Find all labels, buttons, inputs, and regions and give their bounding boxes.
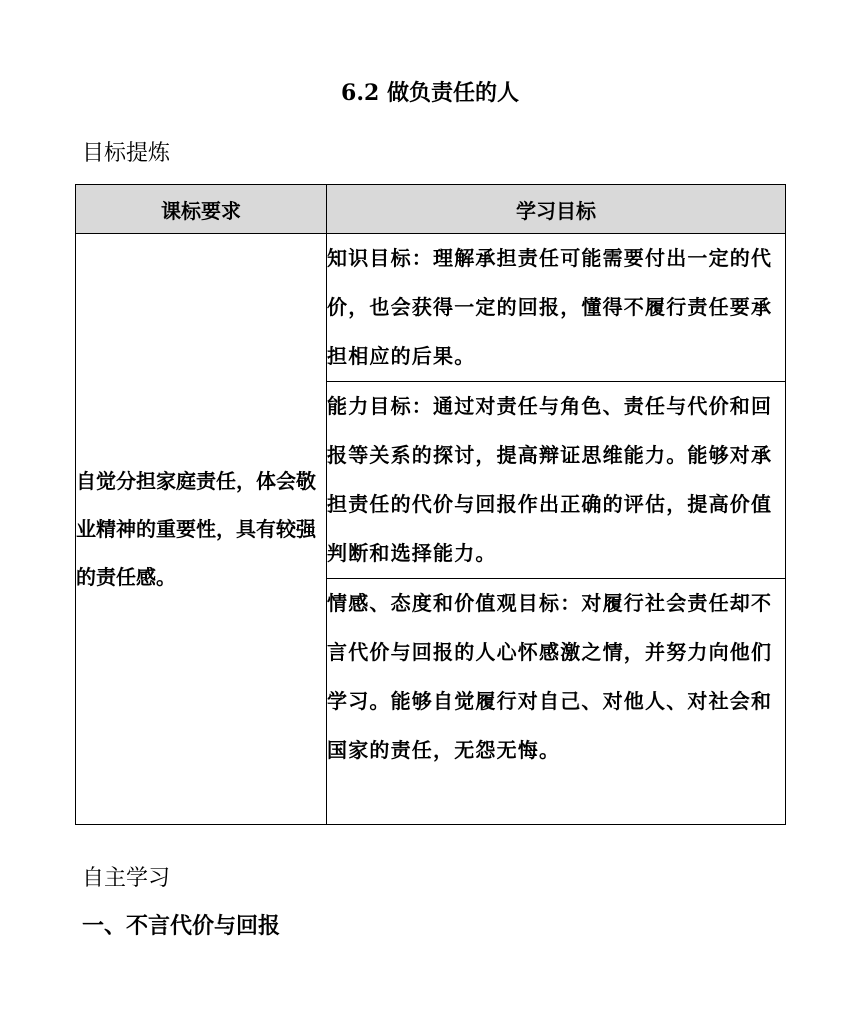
header-learning-goals: 学习目标 bbox=[327, 185, 786, 234]
table-row bbox=[76, 234, 786, 382]
curriculum-requirement-cell: 自觉分担家庭责任，体会敬业精神的重要性，具有较强的责任感。 bbox=[76, 234, 327, 825]
page-title: 6.2 做负责任的人 bbox=[341, 80, 519, 106]
goals-heading: 目标提炼 bbox=[82, 141, 171, 166]
self-study-heading: 自主学习 bbox=[82, 866, 171, 891]
attitude-goal-cell: 情感、态度和价值观目标：对履行社会责任却不言代价与回报的人心怀感激之情，并努力向他们学习。能够自觉履行对自己、对他人、对社会和国家的责任，无怨无悔。 bbox=[327, 579, 786, 825]
knowledge-goal-cell: 知识目标：理解承担责任可能需要付出一定的代价，也会获得一定的回报，懂得不履行责任要承担相应的后果。 bbox=[327, 234, 786, 382]
goals-table bbox=[75, 184, 786, 825]
subsection-heading: 一、不言代价与回报 bbox=[82, 913, 281, 939]
ability-goal-cell: 能力目标：通过对责任与角色、责任与代价和回报等关系的探讨，提高辩证思维能力。能够对承担责任的代价与回报作出正确的评估，提高价值判断和选择能力。 bbox=[327, 382, 786, 579]
table-header-row bbox=[76, 185, 786, 234]
header-curriculum-requirement: 课标要求 bbox=[76, 185, 327, 234]
